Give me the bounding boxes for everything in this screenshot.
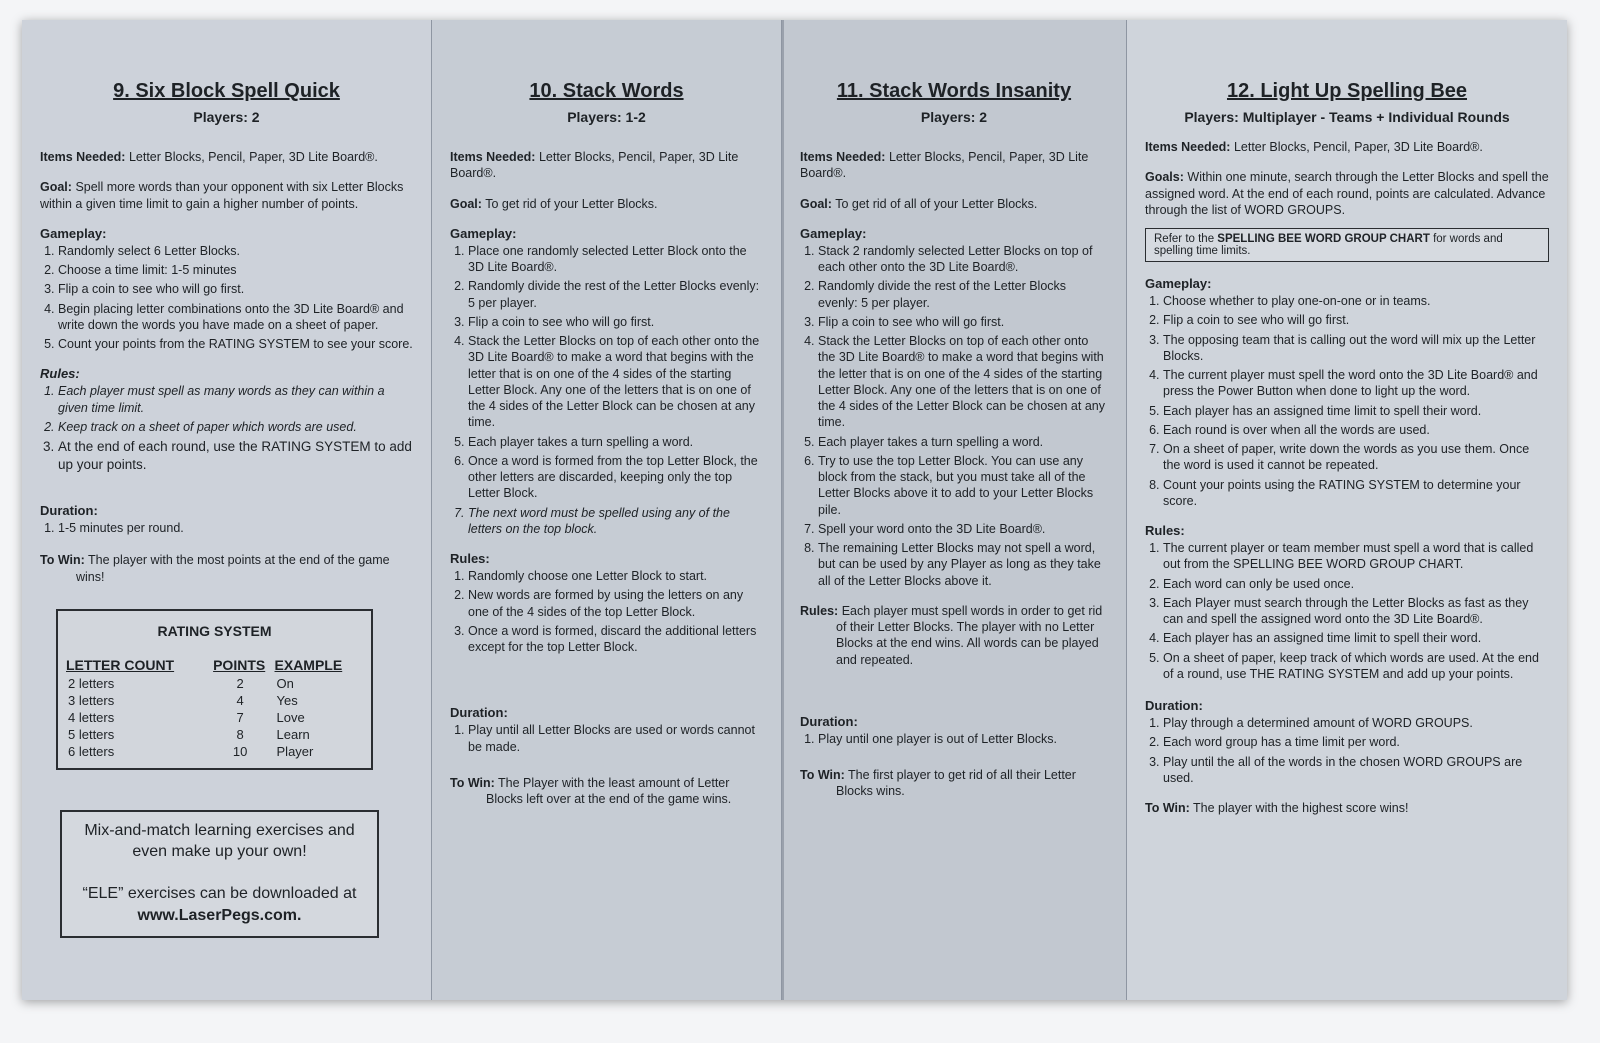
to-win (40, 552, 413, 585)
cell: Love (276, 709, 305, 725)
list-item: 2. Randomly divide the rest of the Letter Blocks evenly: 5 per player. (818, 278, 1108, 311)
items-text: Letter Blocks, Pencil, Paper, 3D Lite Board®. (450, 150, 739, 181)
goal-text: Within one minute, search through the Letter Blocks and spell the assigned word. At the end of each round, points are calculated. Advance through the list of WORD GROUPS. (1145, 170, 1549, 217)
table-row (66, 675, 363, 692)
items-needed (450, 149, 763, 182)
rating-table (66, 657, 363, 760)
list-item: 3. Flip a coin to see who will go first. (818, 314, 1108, 330)
list-item: 5. Each player takes a turn spelling a word. (818, 434, 1108, 450)
center-fold (782, 20, 784, 1000)
cell: Learn (276, 726, 310, 742)
list-item: 1. Randomly select 6 Letter Blocks. (58, 243, 413, 259)
section-title: 12. Light Up Spelling Bee (1226, 80, 1468, 102)
rating-system-table (56, 609, 373, 770)
list-item: 7. The next word must be spelled using any of the letters on the top block. (468, 505, 763, 538)
note-suffix: for words and spelling time limits. (1154, 233, 1503, 257)
list-item: 2. Keep track on a sheet of paper which words are used. (58, 419, 413, 435)
list-item: 1. Each player must spell as many words as they can within a given time limit. (58, 383, 413, 416)
list-item: 4. The current player must spell the word onto the 3D Lite Board® and press the Power Button when done to light up the word. (1163, 367, 1549, 400)
list-item: 2. Each word group has a time limit per word. (1163, 734, 1549, 750)
goal (800, 196, 1108, 212)
cell: 4 (236, 692, 244, 708)
to-win (800, 767, 1108, 800)
list-item: 2. Choose a time limit: 1-5 minutes (58, 262, 413, 278)
list-item: 3. At the end of each round, use the RATING SYSTEM to add up your points. (58, 438, 413, 473)
list-item: 2. Flip a coin to see who will go first. (1163, 312, 1549, 328)
website-link[interactable]: www.LaserPegs.com. (137, 906, 302, 924)
rating-title: RATING SYSTEM (157, 622, 272, 639)
list-item: 3. Flip a coin to see who will go first. (58, 281, 413, 297)
panel-stack-words (432, 20, 782, 1000)
items-label: Items Needed: (800, 150, 886, 164)
goal-text: To get rid of all of your Letter Blocks. (835, 196, 1038, 211)
duration-list (1145, 715, 1549, 786)
items-text: Letter Blocks, Pencil, Paper, 3D Lite Board®. (128, 150, 378, 164)
players-count: Players: 1-2 (567, 109, 646, 125)
duration-list (450, 722, 763, 755)
cell: 7 (236, 709, 244, 725)
to-win-text: The first player to get rid of all their Letter Blocks wins. (836, 768, 1076, 799)
gameplay-heading: Gameplay: (1145, 276, 1212, 291)
section-title: 10. Stack Words (529, 80, 684, 102)
goal (1145, 169, 1549, 218)
list-item: 4. Begin placing letter combinations onto the 3D Lite Board® and write down the words you have made on a sheet of paper. (58, 301, 413, 334)
rules-list (40, 383, 413, 473)
list-item: 6. Each round is over when all the words are used. (1163, 422, 1549, 438)
goal-label: Goals: (1145, 170, 1184, 185)
items-needed (800, 149, 1108, 182)
gameplay-heading: Gameplay: (800, 225, 867, 241)
list-item: 3. Each Player must search through the Letter Blocks as fast as they can and spell the assigned word onto the 3D Lite Board®. (1163, 595, 1549, 628)
gameplay-list (800, 243, 1108, 589)
cell: 10 (232, 743, 248, 759)
goal-label: Goal: (450, 196, 482, 211)
players-count: Players: 2 (193, 109, 260, 125)
players-count: Players: Multiplayer - Teams + Individual Rounds (1184, 109, 1510, 125)
list-item: 4. Stack the Letter Blocks on top of each other onto the 3D Lite Board® to make a word that begins with the letter that is on one of the 4 sides of the starting Letter Block. Any one of the letters that is on one of the 4 sides of the Letter Block can be chosen at any time. (818, 333, 1108, 431)
rules-heading: Rules: (450, 551, 490, 566)
column-header: EXAMPLE (274, 656, 343, 673)
list-item: 1. Play until all Letter Blocks are used or words cannot be made. (468, 722, 763, 755)
note-chart-name: SPELLING BEE WORD GROUP CHART (1217, 233, 1430, 245)
list-item: 5. Each player has an assigned time limit to spell their word. (1163, 403, 1549, 419)
items-text: Letter Blocks, Pencil, Paper, 3D Lite Board®. (1233, 140, 1483, 154)
list-item: 3. The opposing team that is calling out the word will mix up the Letter Blocks. (1163, 332, 1549, 365)
list-item: 2. Randomly divide the rest of the Letter Blocks evenly: 5 per player. (468, 278, 763, 311)
cell: 2 (236, 675, 244, 691)
list-item: 3. Flip a coin to see who will go first. (468, 314, 763, 330)
to-win (450, 775, 763, 808)
table-row (66, 692, 363, 709)
duration-heading: Duration: (40, 503, 98, 519)
rules-list (1145, 540, 1549, 682)
cell: 3 letters (68, 692, 115, 708)
items-label: Items Needed: (450, 150, 536, 164)
goal-text: Spell more words than your opponent with six Letter Blocks within a given time limit to gain a higher number of points. (40, 180, 404, 211)
cell: 8 (236, 726, 244, 742)
gameplay-list (1145, 293, 1549, 509)
panel-light-up-spelling-bee (1127, 20, 1567, 1000)
cell: 4 letters (68, 709, 115, 725)
duration-list (800, 731, 1108, 747)
promo-box (60, 810, 379, 938)
to-win-text: The player with the highest score wins! (1193, 801, 1409, 815)
goal-label: Goal: (800, 196, 832, 211)
list-item: 6. Once a word is formed from the top Letter Block, the other letters are discarded, keeping only the top Letter Block. (468, 453, 763, 502)
list-item: 1. The current player or team member must spell a word that is called out from the SPELLING BEE WORD GROUP CHART. (1163, 540, 1549, 573)
list-item: 3. Play until the all of the words in the chosen WORD GROUPS are used. (1163, 754, 1549, 787)
list-item: 1. Play through a determined amount of WORD GROUPS. (1163, 715, 1549, 731)
rules-heading: Rules: (1145, 523, 1185, 538)
items-needed (1145, 139, 1549, 155)
cell: Yes (276, 692, 298, 708)
word-group-chart-note (1145, 228, 1549, 262)
to-win-label: To Win: (1145, 801, 1190, 815)
list-item: 1. Place one randomly selected Letter Block onto the 3D Lite Board®. (468, 243, 763, 276)
duration-heading: Duration: (800, 713, 858, 729)
gameplay-list (40, 243, 413, 353)
duration-heading: Duration: (1145, 698, 1203, 713)
column-header: POINTS (213, 656, 266, 673)
cell: 6 letters (68, 743, 115, 759)
list-item: 2. New words are formed by using the letters on any one of the 4 sides of the top Letter Block. (468, 587, 763, 620)
goal-text: To get rid of your Letter Blocks. (485, 196, 658, 211)
list-item: 3. Once a word is formed, discard the additional letters except for the top Letter Block. (468, 623, 763, 656)
list-item: 1. Stack 2 randomly selected Letter Blocks on top of each other onto the 3D Lite Board®. (818, 243, 1108, 276)
cell: On (276, 675, 294, 691)
panel-six-block-spell-quick (22, 20, 432, 1000)
goal-label: Goal: (40, 180, 72, 195)
players-count: Players: 2 (920, 109, 988, 125)
table-row (66, 743, 363, 760)
promo-text: Mix-and-match learning exercises and even make up your own! (84, 821, 355, 861)
to-win (1145, 800, 1549, 816)
to-win-text: The player with the most points at the end of the game wins! (76, 553, 390, 584)
cell: 2 letters (68, 675, 115, 691)
goal (450, 196, 763, 212)
list-item: 1. Choose whether to play one-on-one or in teams. (1163, 293, 1549, 309)
to-win-label: To Win: (450, 775, 495, 790)
rules (800, 603, 1108, 668)
instruction-sheet (22, 20, 1567, 1000)
promo-download-text: “ELE” exercises can be downloaded at (82, 885, 357, 903)
items-label: Items Needed: (1145, 140, 1231, 154)
rules-list (450, 568, 763, 655)
list-item: 5. Each player takes a turn spelling a word. (468, 434, 763, 450)
list-item: 4. Stack the Letter Blocks on top of each other onto the 3D Lite Board® to make a word that begins with the letter that is on one of the 4 sides of the starting Letter Block. Any one of the letters that is on one of the 4 sides of the Letter Block can be chosen at any time. (468, 333, 763, 431)
column-header: LETTER COUNT (66, 656, 175, 673)
section-title: 11. Stack Words Insanity (836, 80, 1072, 102)
list-item: 5. On a sheet of paper, keep track of which words are used. At the end of a round, use THE RATING SYSTEM and add up your points. (1163, 650, 1549, 683)
rules-label: Rules: (800, 603, 839, 618)
gameplay-heading: Gameplay: (450, 225, 517, 241)
list-item: 7. On a sheet of paper, write down the words as you use them. Once the word is used it cannot be repeated. (1163, 441, 1549, 474)
list-item: 1. Play until one player is out of Letter Blocks. (818, 731, 1108, 747)
panel-stack-words-insanity (782, 20, 1127, 1000)
list-item: 8. Count your points using the RATING SYSTEM to determine your score. (1163, 477, 1549, 510)
rules-text: Each player must spell words in order to get rid of their Letter Blocks. The player with no Letter Blocks at the end wins. All words can be played and repeated. (836, 603, 1103, 667)
to-win-label: To Win: (40, 553, 85, 568)
cell: 5 letters (68, 726, 115, 742)
list-item: 1. 1-5 minutes per round. (58, 520, 413, 536)
goal (40, 179, 413, 212)
section-title: 9. Six Block Spell Quick (113, 80, 340, 102)
list-item: 5. Count your points from the RATING SYSTEM to see your score. (58, 336, 413, 352)
table-header-row (66, 657, 363, 675)
list-item: 6. Try to use the top Letter Block. You can use any block from the stack, but you must take all of the Letter Blocks above it to add to your Letter Blocks pile. (818, 453, 1108, 518)
gameplay-list (450, 243, 763, 537)
list-item: 1. Randomly choose one Letter Block to start. (468, 568, 763, 584)
items-needed (40, 149, 413, 165)
gameplay-heading: Gameplay: (40, 225, 107, 241)
to-win-label: To Win: (800, 768, 845, 782)
duration-heading: Duration: (450, 705, 508, 721)
items-text: Letter Blocks, Pencil, Paper, 3D Lite Board®. (800, 150, 1089, 181)
note-prefix: Refer to the (1154, 233, 1215, 245)
items-label: Items Needed: (40, 150, 126, 164)
list-item: 7. Spell your word onto the 3D Lite Board®. (818, 521, 1108, 537)
table-row (66, 726, 363, 743)
list-item: 8. The remaining Letter Blocks may not spell a word, but can be used by any Player as long as they take all of the Letter Blocks above it. (818, 540, 1108, 589)
rules-heading: Rules: (40, 366, 80, 382)
to-win-text: The Player with the least amount of Letter Blocks left over at the end of the game wins. (486, 775, 732, 806)
list-item: 4. Each player has an assigned time limit to spell their word. (1163, 630, 1549, 646)
table-row (66, 709, 363, 726)
duration-list (40, 520, 413, 536)
list-item: 2. Each word can only be used once. (1163, 576, 1549, 592)
cell: Player (276, 743, 314, 759)
